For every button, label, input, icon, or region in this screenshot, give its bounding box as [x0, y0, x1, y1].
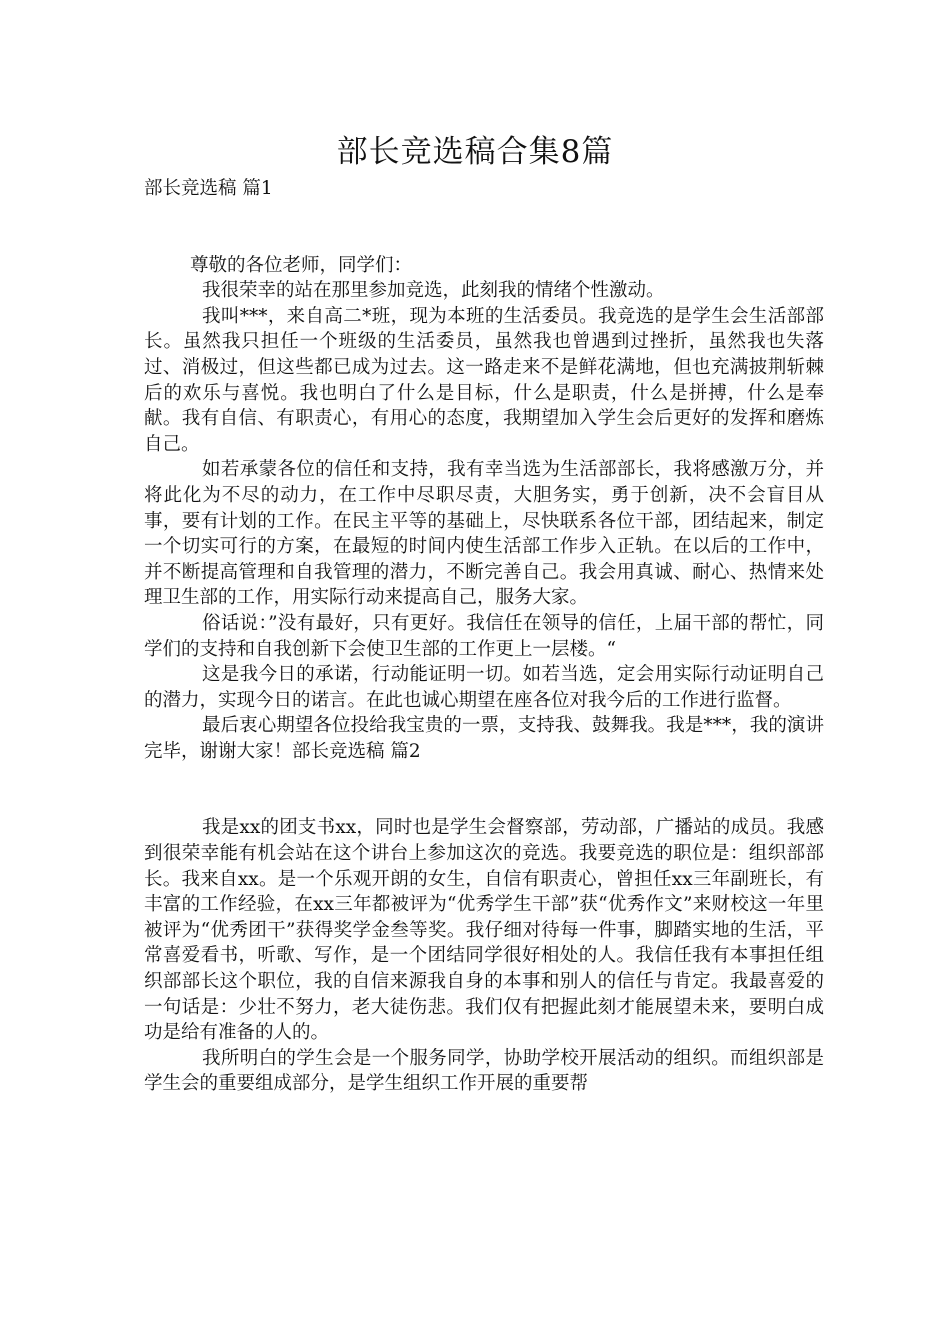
paragraph: 我所明白的学生会是一个服务同学，协助学校开展活动的组织。而组织部是学生会的重要组成部分，是学生组织工作开展的重要帮 — [144, 1047, 824, 1095]
salutation: 尊敬的各位老师，同学们： — [190, 254, 413, 276]
paragraph: 我是xx的团支书xx，同时也是学生会督察部，劳动部，广播站的成员。我感到很荣幸能有机会站在这个讲台上参加这次的竞选。我要竞选的职位是：组织部部长。我来自xx。是一个乐观开朗的女生，自信有职责心，曾担任xx三年副班长，有丰富的工作经验，在xx三年都被评为“优秀学生干部”获“优秀作文”来财校这一年里被评为“优秀团干”获得奖学金叁等奖。我仔细对待每一件事，脚踏实地的生活，平常喜爱看书，听歌、写作，是一个团结同学很好相处的人。我信任我有本事担任组织部部长这个职位，我的自信来源我自身的本事和别人的信任与肯定。我最喜爱的一句话是：少壮不努力，老大徒伤悲。我们仅有把握此刻才能展望未来，要明白成功是给有准备的人的。 — [144, 817, 824, 1044]
paragraph: 如若承蒙各位的信任和支持，我有幸当选为生活部部长，我将感激万分，并将此化为不尽的动力，在工作中尽职尽责，大胆务实，勇于创新，决不会盲目从事，要有计划的工作。在民主平等的基础上，尽快联系各位干部，团结起来，制定一个切实可行的方案，在最短的时间内使生活部工作步入正轨。在以后的工作中，并不断提高管理和自我管理的潜力，不断完善自己。我会用真诚、耐心、热情来处理卫生部的工作，用实际行动来提高自己，服务大家。 — [144, 459, 824, 609]
section-heading-2: 部长竞选稿 篇2 — [292, 740, 421, 762]
paragraph: 这是我今日的承诺，行动能证明一切。如若当选，定会用实际行动证明自己的潜力，实现今日的诺言。在此也诚心期望在座各位对我今后的工作进行监督。 — [144, 664, 824, 711]
paragraph: 俗话说：”没有最好，只有更好。我信任在领导的信任，上届干部的帮忙，同学们的支持和自我创新下会使卫生部的工作更上一层楼。“ — [144, 612, 824, 660]
section-heading-1: 部长竞选稿 篇1 — [144, 178, 273, 199]
spacer — [144, 202, 824, 253]
paragraph-with-heading — [144, 713, 824, 764]
spacer — [144, 764, 824, 815]
paragraph: 我很荣幸的站在那里参加竞选，此刻我的情绪个性激动。 — [202, 280, 665, 302]
document-body — [144, 176, 824, 1097]
document-title: 部长竞选稿合集8篇 — [336, 134, 614, 170]
paragraph: 我叫***，来自高二*班，现为本班的生活委员。我竞选的是学生会生活部部长。虽然我只担任一个班级的生活委员，虽然我也曾遇到过挫折，虽然我也失落过、消极过，但这些都已成为过去。这一路走来不是鲜花满地，但也充满披荆斩棘后的欢乐与喜悦。我也明白了什么是目标，什么是职责，什么是拼搏，什么是奉献。我有自信、有职责心，有用心的态度，我期望加入学生会后更好的发挥和磨炼自己。 — [144, 305, 824, 455]
paragraph-text: 最后衷心期望各位投给我宝贵的一票，支持我、鼓舞我。我是***，我的演讲完毕，谢谢大家！ — [144, 715, 824, 762]
